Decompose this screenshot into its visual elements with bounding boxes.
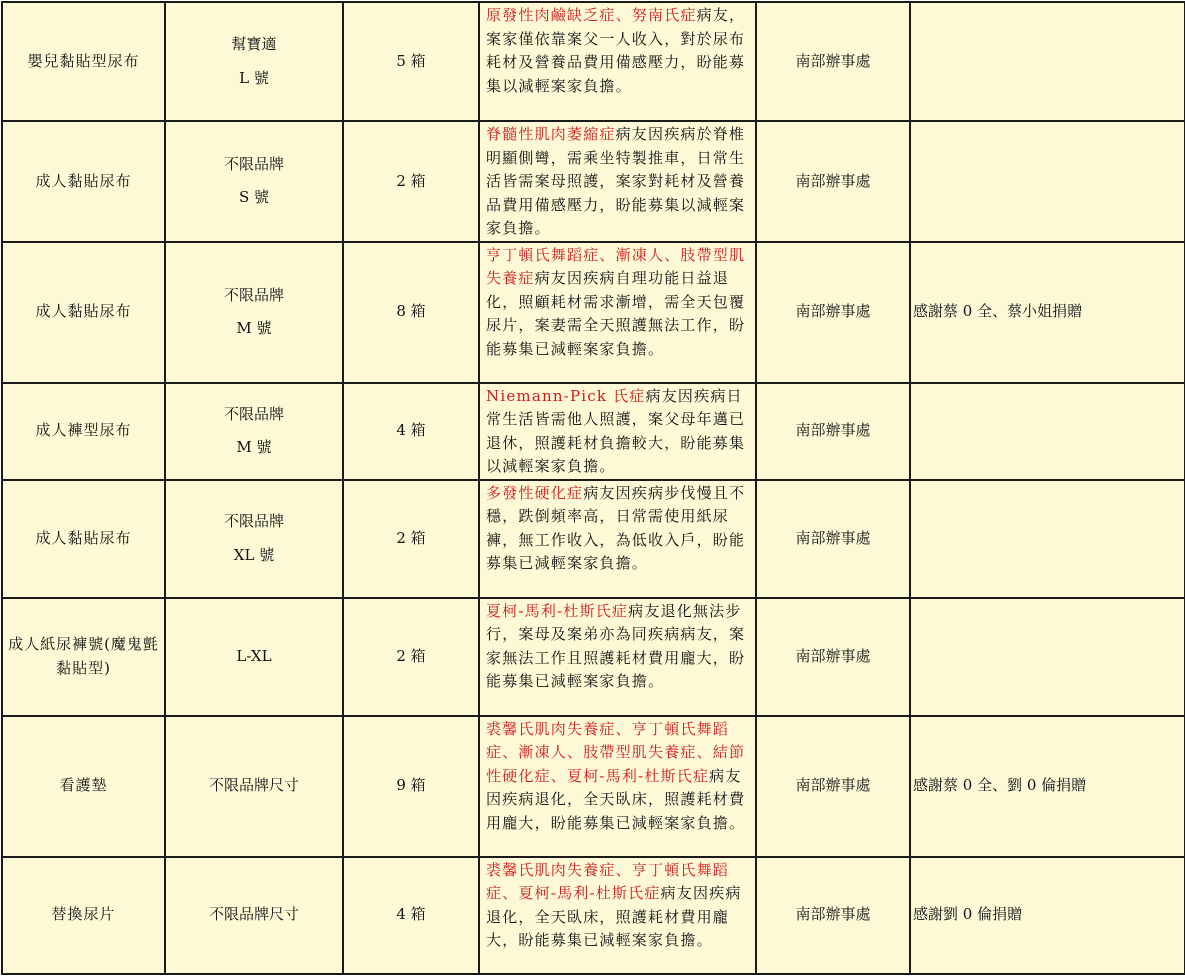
description-cell [479, 121, 756, 242]
description-text: 病友，案家僅依靠案父一人收入，對於尿布耗材及營養品費用備感壓力，盼能募集以減輕案家負擔。 [486, 6, 746, 95]
spec-size: S 號 [238, 188, 270, 207]
description-text: 病友因疾病退化，全天臥床，照護耗材費用龐大，盼能募集已減輕案家負擔。 [486, 766, 746, 832]
quantity-cell: 9 箱 [343, 716, 479, 857]
description-text: 病友因疾病於脊椎明顯側彎，需乘坐特製推車，日常生活皆需案母照護，案家對耗材及營養品費用備感壓力，盼能募集以減輕案家負擔。 [486, 125, 746, 237]
office-cell: 南部辦事處 [756, 2, 910, 121]
spec-cell [165, 383, 343, 480]
quantity-cell: 5 箱 [343, 2, 479, 121]
item-name-cell: 成人黏貼尿布 [2, 242, 165, 383]
disease-name: 亨丁頓氏舞蹈症、漸凍人、肢帶型肌失養症 [486, 245, 746, 287]
item-name-cell: 成人黏貼尿布 [2, 121, 165, 242]
description-cell [479, 242, 756, 383]
item-name-cell: 成人紙尿褲號(魔鬼氈黏貼型) [2, 598, 165, 716]
note-cell: 感謝蔡 0 全、蔡小姐捐贈 [910, 242, 1185, 383]
note-cell [910, 480, 1185, 598]
disease-name: 夏柯-馬利-杜斯氏症 [486, 601, 629, 620]
item-name-cell: 成人黏貼尿布 [2, 480, 165, 598]
spec-cell [165, 716, 343, 857]
donation-needs-table [1, 1, 1185, 975]
table-row [2, 716, 1185, 857]
spec-cell [165, 480, 343, 598]
spec-cell [165, 598, 343, 716]
table-row [2, 121, 1185, 242]
office-cell: 南部辦事處 [756, 383, 910, 480]
office-cell: 南部辦事處 [756, 716, 910, 857]
quantity-cell: 2 箱 [343, 480, 479, 598]
description-cell [479, 383, 756, 480]
office-cell: 南部辦事處 [756, 242, 910, 383]
quantity-cell: 8 箱 [343, 242, 479, 383]
disease-name: 脊髓性肌肉萎縮症 [486, 125, 616, 143]
note-cell [910, 2, 1185, 121]
note-cell: 感謝蔡 0 全、劉 0 倫捐贈 [910, 716, 1185, 857]
quantity-cell: 4 箱 [343, 857, 479, 974]
description-text: 病友因疾病日常生活皆需他人照護，案父母年邁已退休，照護耗材負擔較大，盼能募集以減輕案家負擔。 [486, 386, 746, 475]
item-name-cell: 替換尿片 [2, 857, 165, 974]
table-row [2, 2, 1185, 121]
quantity-cell: 2 箱 [343, 121, 479, 242]
spec-size: 不限品牌尺寸 [208, 905, 299, 924]
description-cell [479, 716, 756, 857]
note-cell [910, 383, 1185, 480]
description-text: 病友退化無法步行，案母及案弟亦為同疾病病友，案家無法工作且照護耗材費用龐大，盼能募集已減輕案家負擔。 [486, 601, 746, 690]
description-cell [479, 2, 756, 121]
note-cell [910, 121, 1185, 242]
table-row [2, 480, 1185, 598]
description-cell [479, 480, 756, 598]
spec-brand: 不限品牌 [223, 512, 284, 530]
spec-cell [165, 857, 343, 974]
description-text: 病友因疾病步伐慢且不穩，跌倒頻率高，日常需使用紙尿褲，無工作收入，為低收入戶，盼能募集已減輕案家負擔。 [486, 483, 746, 572]
spec-size: M 號 [236, 438, 272, 456]
description-text: 病友因疾病自理功能日益退化，照顧耗材需求漸增，需全天包覆尿片，案妻需全天照護無法工作，盼能募集已減輕案家負擔。 [486, 269, 746, 358]
table-row [2, 383, 1185, 480]
spec-size: L 號 [239, 68, 269, 87]
spec-size: XL 號 [233, 545, 275, 564]
description-text: 病友因疾病退化，全天臥床，照護耗材費用龐大，盼能募集已減輕案家負擔。 [486, 884, 742, 949]
spec-brand: 不限品牌 [223, 154, 284, 173]
spec-size: L-XL [236, 646, 272, 665]
note-cell: 感謝劉 0 倫捐贈 [910, 857, 1185, 974]
disease-name: 原發性肉鹼缺乏症、努南氏症 [486, 6, 697, 24]
spec-size: M 號 [236, 319, 272, 337]
quantity-cell: 2 箱 [343, 598, 479, 716]
spec-brand: 不限品牌 [223, 404, 284, 423]
table-row [2, 857, 1185, 974]
description-cell [479, 598, 756, 716]
disease-name: 裘馨氏肌肉失養症、亨丁頓氏舞蹈症、夏柯-馬利-杜斯氏症 [486, 860, 730, 902]
description-cell [479, 857, 756, 974]
item-name-cell: 看護墊 [2, 716, 165, 857]
spec-cell [165, 121, 343, 242]
office-cell: 南部辦事處 [756, 857, 910, 974]
disease-name: 多發性硬化症 [486, 483, 584, 502]
disease-name: Niemann-Pick 氏症 [486, 386, 646, 405]
spec-brand: 不限品牌 [223, 285, 284, 304]
note-cell [910, 598, 1185, 716]
item-name-cell: 成人褲型尿布 [2, 383, 165, 480]
office-cell: 南部辦事處 [756, 480, 910, 598]
quantity-cell: 4 箱 [343, 383, 479, 480]
table-row [2, 598, 1185, 716]
spec-cell [165, 2, 343, 121]
office-cell: 南部辦事處 [756, 598, 910, 716]
item-name-cell: 嬰兒黏貼型尿布 [2, 2, 165, 121]
spec-size: 不限品牌尺寸 [208, 776, 299, 795]
office-cell: 南部辦事處 [756, 121, 910, 242]
table-row [2, 242, 1185, 383]
spec-brand: 幫寶適 [231, 35, 277, 53]
spec-cell [165, 242, 343, 383]
disease-name: 裘馨氏肌肉失養症、亨丁頓氏舞蹈症、漸凍人、肢帶型肌失養症、結節性硬化症、夏柯-馬利-杜斯氏症 [486, 719, 746, 785]
